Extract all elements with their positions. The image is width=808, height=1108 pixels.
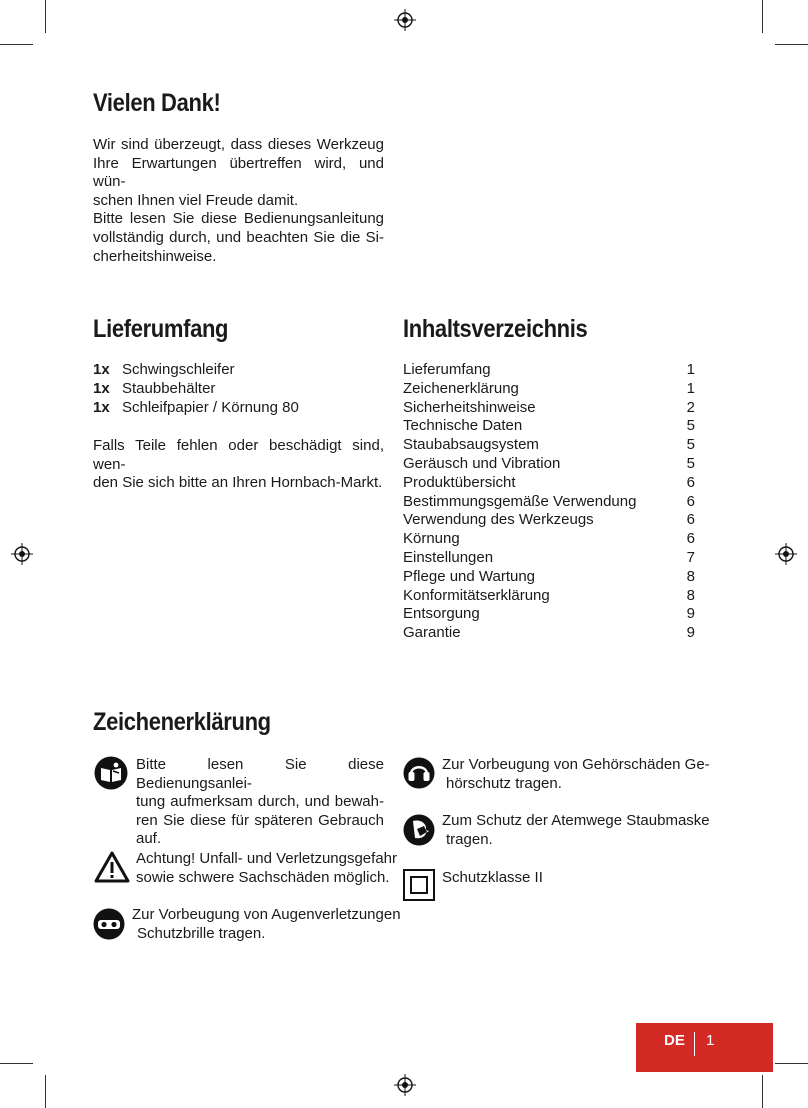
toc-entry-label: Einstellungen — [403, 548, 494, 566]
symbol-text-line: tragen. — [446, 830, 493, 848]
toc-entry-label: Lieferumfang — [403, 361, 491, 378]
symbol-text-line: sowie schwere Sachschäden möglich. — [136, 868, 390, 886]
toc-entry-label: Sicherheitshinweise — [403, 398, 536, 416]
toc-entry-page: 5 — [686, 417, 695, 435]
symbol-text-line: Zum Schutz der Atemwege Staubmaske — [442, 812, 710, 829]
toc-entry-page: 7 — [686, 548, 695, 566]
toc-entry — [403, 474, 695, 493]
toc-entry-page: 6 — [686, 473, 695, 491]
registration-mark-icon — [394, 9, 416, 31]
badge-divider — [694, 1032, 695, 1056]
hearing-text — [442, 756, 710, 793]
scope-title: Lieferumfang — [93, 315, 229, 343]
thanks-line: cherheitshinweise. — [93, 247, 217, 265]
scope-name: Staubbehälter — [122, 380, 216, 397]
scope-note — [93, 437, 384, 493]
toc-entry — [403, 417, 695, 436]
toc-entry — [403, 361, 695, 380]
toc-entry-label: Bestimmungsgemäße Verwendung — [403, 492, 637, 510]
registration-mark-icon — [775, 543, 797, 565]
read-manual-text — [136, 756, 384, 849]
scope-qty: 1x — [93, 380, 110, 397]
toc-entry-page: 8 — [686, 567, 695, 585]
toc-entry-label: Körnung — [403, 530, 460, 548]
toc-entry — [403, 530, 695, 549]
scope-qty: 1x — [93, 399, 110, 416]
toc-entry-page: 5 — [686, 436, 695, 454]
toc-entry — [403, 511, 695, 530]
toc-entry-page: 5 — [686, 454, 695, 472]
symbol-text-line: Zur Vorbeugung von Gehörschäden Ge- — [442, 756, 710, 773]
dust-mask-text — [442, 812, 710, 849]
thanks-paragraph — [93, 136, 384, 266]
toc-entry-label: Staubabsaugsystem — [403, 436, 539, 454]
thanks-line: Wir sind überzeugt, dass dieses Werkzeug — [93, 136, 384, 153]
language-code: DE — [664, 1032, 685, 1049]
toc-entry — [403, 380, 695, 399]
safety-goggles-icon — [93, 908, 125, 940]
toc-entry — [403, 605, 695, 624]
toc-entry-page: 1 — [686, 361, 695, 378]
thanks-line: vollständig durch, und beachten Sie die Si- — [93, 228, 384, 246]
dust-mask-icon — [403, 814, 435, 846]
warning-text — [136, 850, 397, 887]
toc-entry-label: Garantie — [403, 624, 461, 642]
registration-mark-icon — [11, 543, 33, 565]
toc-entry-label: Pflege und Wartung — [403, 567, 536, 585]
protection-class-2-icon — [403, 869, 435, 901]
toc-entry-label: Zeichenerklärung — [403, 379, 519, 397]
scope-item — [93, 399, 299, 416]
scope-item — [93, 380, 215, 397]
toc-entry-label: Produktübersicht — [403, 473, 516, 491]
toc-entry-page: 6 — [686, 492, 695, 510]
toc-entry-page: 8 — [686, 586, 695, 604]
scope-qty: 1x — [93, 361, 110, 378]
toc-entry-page: 9 — [686, 624, 695, 642]
toc-title: Inhaltsverzeichnis — [403, 315, 588, 343]
page-number: 1 — [706, 1032, 715, 1049]
toc-entry-label: Geräusch und Vibration — [403, 454, 561, 472]
ear-protection-icon — [403, 757, 435, 789]
symbols-title: Zeichenerklärung — [93, 708, 271, 736]
toc-entry-label: Technische Daten — [403, 417, 523, 435]
scope-name: Schwingschleifer — [122, 361, 235, 378]
goggles-text — [132, 906, 401, 943]
read-manual-icon — [94, 756, 128, 790]
toc-entry — [403, 493, 695, 512]
page-badge — [636, 1023, 773, 1072]
toc-entry-page: 6 — [686, 530, 695, 548]
toc-entry-page: 1 — [686, 379, 695, 397]
thanks-line: schen Ihnen viel Freude damit. — [93, 191, 299, 209]
toc-entry — [403, 568, 695, 587]
toc-entry-label: Entsorgung — [403, 605, 480, 623]
thanks-line: Ihre Erwartungen übertreffen wird, und wün- — [93, 154, 384, 191]
toc-entry-page: 9 — [686, 605, 695, 623]
thanks-title: Vielen Dank! — [93, 89, 221, 117]
symbol-text-line: tung aufmerksam durch, und bewah- — [136, 793, 384, 811]
scope-note-line: den Sie sich bitte an Ihren Hornbach-Markt. — [93, 474, 383, 492]
toc-entry-label: Verwendung des Werkzeugs — [403, 511, 594, 529]
registration-mark-icon — [394, 1074, 416, 1096]
scope-name: Schleifpapier / Körnung 80 — [122, 399, 299, 416]
symbol-text-line: Bitte lesen Sie diese Bedienungsanlei- — [136, 756, 384, 792]
toc-list — [403, 361, 695, 643]
scope-note-line: Falls Teile fehlen oder beschädigt sind, wen- — [93, 437, 384, 473]
symbol-text-line: hörschutz tragen. — [446, 774, 562, 792]
toc-entry — [403, 624, 695, 643]
toc-entry — [403, 587, 695, 606]
thanks-line: Bitte lesen Sie diese Bedienungsanleitung — [93, 210, 384, 228]
warning-triangle-icon — [94, 851, 130, 883]
toc-entry-page: 2 — [686, 398, 695, 416]
symbol-text-line: Schutzbrille tragen. — [137, 924, 266, 942]
toc-entry — [403, 549, 695, 568]
symbol-text-line: ren Sie diese für späteren Gebrauch — [136, 811, 384, 829]
scope-item — [93, 361, 235, 378]
toc-entry — [403, 455, 695, 474]
symbol-text-line: auf. — [136, 830, 162, 848]
toc-entry-label: Konformitätserklärung — [403, 586, 550, 604]
symbol-text-line: Achtung! Unfall- und Verletzungsgefahr — [136, 850, 397, 867]
symbol-text-line: Schutzklasse II — [442, 869, 543, 886]
symbol-text-line: Zur Vorbeugung von Augenverletzungen — [132, 906, 401, 923]
toc-entry — [403, 436, 695, 455]
class2-text — [442, 869, 695, 888]
toc-entry — [403, 399, 695, 418]
toc-entry-page: 6 — [686, 511, 695, 529]
